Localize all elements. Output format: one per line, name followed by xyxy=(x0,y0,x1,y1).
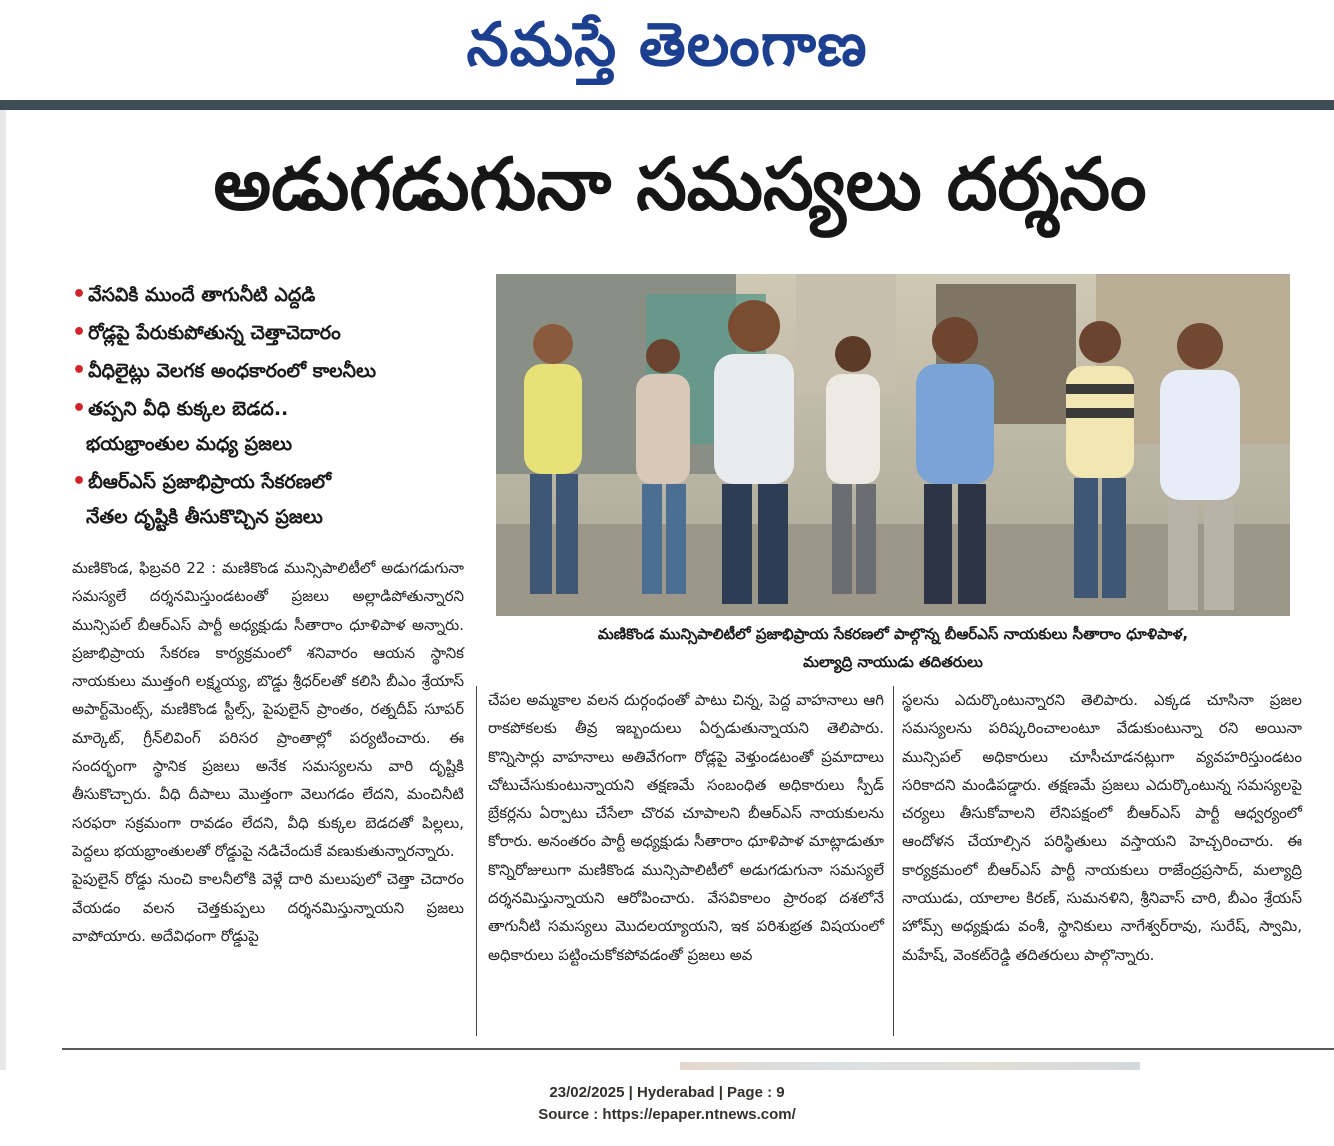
highlight-item xyxy=(72,320,482,346)
source-link[interactable]: Source : https://epaper.ntnews.com/ xyxy=(538,1106,796,1123)
article-paragraph: స్థలను ఎదుర్కొంటున్నారని తెలిపారు. ఎక్కడ చూసినా ప్రజల సమస్యలను పరిష్కరించాలంటూ వేడుకుంటున్నా రని అయినా మున్సిపల్ అధికారులు చూసీచూడనట్లుగా వ్యవహరిస్తుండటం సరికాదని మండిపడ్డారు. తక్షణమే ప్రజలు ఎదుర్కొంటున్న సమస్యలపై చర్యలు తీసుకోవాలని లేనిపక్షంలో బీఆర్‌ఎస్ పార్టీ ఆధ్వర్యంలో ఆందోళన చేయాల్సిన పరిస్థితులు వస్తాయని హెచ్చరించారు. ఈ కార్యక్రమంలో బీఆర్‌ఎస్ పార్టీ నాయకులు రాజేంద్రప్రసాద్, మల్యాద్రి నాయుడు, యాలాల కిరణ్, సుమనళిని, శ్రీనివాస్ చారి, బీఎం శ్రేయస్ హోమ్స్ అధ్యక్షుడు వంశీ, స్థానికులు నాగేశ్వర్‌రావు, సురేష్, స్వామి, మహేష్, వెంకట్‌రెడ్డి తదితరులు పాల్గొన్నారు. xyxy=(902,691,1302,964)
highlights-list xyxy=(72,282,482,542)
page-edge xyxy=(0,110,6,1070)
photo-caption xyxy=(496,620,1290,678)
article-column-1 xyxy=(72,554,464,950)
bullet-dot-icon: • xyxy=(72,358,87,383)
news-photo xyxy=(496,274,1290,616)
article-paragraph: పైపులైన్ రోడ్డు నుంచి కాలనీలోకి వెళ్లే దారి మలుపులో చెత్తా చెదారం వేయడం వలన చెత్తకుప్పలు దర్శనమిస్తున్నాయని ప్రజలు వాపోయారు. అదేవిధంగా రోడ్డుపై xyxy=(72,870,464,945)
highlight-text: వీధిలైట్లు వెలగక అంధకారంలో కాలనీలు xyxy=(88,360,377,382)
article-headline: అడుగడుగునా సమస్యలు దర్శనం xyxy=(213,142,1147,226)
highlight-item-continued xyxy=(72,505,482,530)
next-article-edge xyxy=(680,1062,1140,1070)
caption-line: మణికొండ మున్సిపాలిటీలో ప్రజాభిప్రాయ సేకరణలో పాల్గొన్న బీఆర్‌ఎస్ నాయకులు సీతారాం ధూళిపాళ, xyxy=(597,625,1189,643)
highlight-item xyxy=(72,469,482,495)
article-bottom-rule xyxy=(62,1048,1334,1050)
photo-illustration xyxy=(496,274,1290,616)
column-divider xyxy=(476,686,477,1036)
article-column-2 xyxy=(488,686,884,969)
highlight-text: రోడ్లపై పేరుకుపోతున్న చెత్తాచెదారం xyxy=(88,322,341,344)
masthead-rule xyxy=(0,100,1334,110)
highlight-text: తప్పని వీధి కుక్కల బెడద.. xyxy=(88,398,289,420)
highlight-item xyxy=(72,358,482,384)
column-divider xyxy=(893,686,894,1036)
bullet-dot-icon: • xyxy=(72,320,87,345)
bullet-dot-icon: • xyxy=(72,396,87,421)
edition-info: 23/02/2025 | Hyderabad | Page : 9 xyxy=(549,1084,785,1101)
caption-line: మల్యాద్రి నాయుడు తదితరులు xyxy=(803,653,983,671)
page-footer xyxy=(0,1082,1334,1126)
article-paragraph: మణికొండ, ఫిబ్రవరి 22 : మణికొండ మున్సిపాలిటీలో అడుగడుగునా సమస్యలే దర్శనమిస్తుండటంతో ప్రజలు అల్లాడిపోతున్నారని మున్సిపల్ బీఆర్‌ఎస్ పార్టీ అధ్యక్షుడు సీతారాం ధూళిపాళ అన్నారు. ప్రజాభిప్రాయ సేకరణ కార్యక్రమంలో శనివారం ఆయన స్థానిక నాయకులు ముత్తంగి లక్ష్మయ్య, బొడ్డు శ్రీధర్‌లతో కలిసి బీఎం శ్రేయాస్ అపార్ట్‌మెంట్స్, మణికొండ స్టీల్స్, పైపులైన్ ప్రాంతం, రత్నదీప్ సూపర్ మార్కెట్, గ్రీన్‌లివింగ్ పరిసర ప్రాంతాల్లో పర్యటించారు. ఈ సందర్భంగా స్థానిక ప్రజలు అనేక సమస్యలను వారి దృష్టికి తీసుకొచ్చారు. వీధి దీపాలు మొత్తంగా వెలుగడం లేదని, మంచినీటి సరఫరా సక్రమంగా రావడం లేదని, వీధి కుక్కల బెడదతో పిల్లలు, పెద్దలు భయభ్రాంతులతో రోడ్డుపై నడిచేందుకే వణుకుతున్నారన్నారు. xyxy=(72,559,464,860)
highlight-text: బీఆర్‌ఎస్ ప్రజాభిప్రాయ సేకరణలో xyxy=(88,471,332,493)
newspaper-name: నమస్తే తెలంగాణ xyxy=(466,10,868,80)
bullet-dot-icon: • xyxy=(72,282,87,307)
bullet-dot-icon: • xyxy=(72,469,87,494)
article-paragraph: చేపల అమ్మకాల వలన దుర్గంధంతో పాటు చిన్న, పెద్ద వాహనాలు ఆగి రాకపోకలకు తీవ్ర ఇబ్బందులు ఏర్పడుతున్నాయని తెలిపారు. కొన్నిసార్లు వాహనాలు అతివేగంగా రోడ్లపై వెళ్తుండటంతో ప్రమాదాలు చోటుచేసుకుంటున్నాయని తక్షణమే సంబంధిత అధికారులు స్పీడ్ బ్రేకర్లను ఏర్పాటు చేసేలా చొరవ చూపాలని బీఆర్‌ఎస్ నాయకులను కోరారు. అనంతరం పార్టీ అధ్యక్షుడు సీతారాం ధూళిపాళ మాట్లాడుతూ కొన్నిరోజులుగా మణికొండ మున్సిపాలిటీలో అడుగడుగునా సమస్యలే దర్శనమిస్తున్నాయని ఆరోపించారు. వేసవికాలం ప్రారంభ దశలోనే తాగునీటి సమస్యలు మొదలయ్యాయని, ఇక పరిశుభ్రత విషయంలో అధికారులు పట్టించుకోకపోవడంతో ప్రజలు అవ xyxy=(488,691,884,964)
highlight-item xyxy=(72,282,482,308)
highlight-text: భయభ్రాంతుల మధ్య ప్రజలు xyxy=(86,433,293,455)
masthead xyxy=(0,0,1334,100)
article-column-3 xyxy=(902,686,1302,969)
highlight-text: వేసవికి ముందే తాగునీటి ఎద్దడి xyxy=(88,284,316,306)
highlight-item xyxy=(72,396,482,422)
highlight-item-continued xyxy=(72,432,482,457)
highlight-text: నేతల దృష్టికి తీసుకొచ్చిన ప్రజలు xyxy=(86,506,323,528)
